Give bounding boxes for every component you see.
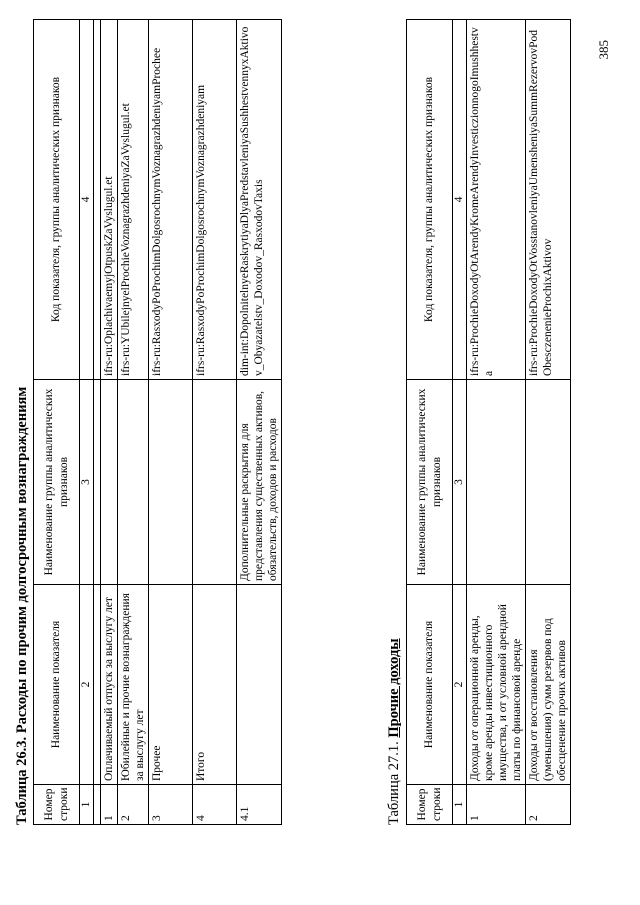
row-number: 1 [100, 785, 117, 825]
row-number: 4.1 [236, 785, 281, 825]
header-code: Код показателя, группы аналитических признаков [407, 20, 453, 380]
table-row [236, 20, 281, 825]
row-number: 2 [525, 785, 570, 825]
row-analytic-group [100, 380, 117, 585]
header-analytic-group-name: Наименование группы аналитических признаков [34, 380, 80, 585]
column-number: 1 [453, 785, 467, 825]
column-number: 1 [80, 785, 94, 825]
header-line-number: Номер строки [34, 785, 80, 825]
header-indicator-name: Наименование показателя [407, 585, 453, 785]
table-row-spacer [93, 20, 100, 825]
row-indicator-name [236, 585, 281, 785]
column-number: 2 [453, 585, 467, 785]
table-row [117, 20, 148, 825]
header-analytic-group-name: Наименование группы аналитических признаков [407, 380, 453, 585]
table-b [406, 19, 571, 825]
column-number: 4 [80, 20, 94, 380]
table-a [33, 19, 282, 825]
row-analytic-group: Дополнительные раскрытия для представления существенных активов, обязательств, доходов и расходов [236, 380, 281, 585]
row-analytic-group [525, 380, 570, 585]
row-indicator-name: Доходы от операционной аренды, кроме аренды инвестиционного имущества, и от условной арендной платы по финансовой аренде [466, 585, 525, 785]
page-number: 385 [596, 40, 611, 60]
row-code: ifrs-ru:RasxodyPoProchimDolgosrochnymVoznagrazhdeniyam [192, 20, 236, 380]
table-b-title-prefix: Таблица 27.1. [386, 741, 402, 825]
row-number: 3 [148, 785, 192, 825]
row-code: ifrs-ru:ProchieDoxodyOtArendyKromeArendyInvesticzionnogoImushhestva [466, 20, 525, 380]
row-indicator-name: Доходы от восстановления (уменьшения) сумм резервов под обесценение прочих активов [525, 585, 570, 785]
table-row [100, 20, 117, 825]
row-code: ifrs-ru:OplachivaemyjOtpuskZaVyslugul.et [100, 20, 117, 380]
row-indicator-name: Прочее [148, 585, 192, 785]
table-row [192, 20, 236, 825]
column-number: 3 [453, 380, 467, 585]
row-code: ifrs-ru:RasxodyPoProchimDolgosrochnymVoznagrazhdeniyamProchee [148, 20, 192, 380]
table-row [466, 20, 525, 825]
column-number: 3 [80, 380, 94, 585]
table-row [148, 20, 192, 825]
column-number: 4 [453, 20, 467, 380]
table-b-title-text: Прочие доходы [386, 638, 402, 738]
header-indicator-name: Наименование показателя [34, 585, 80, 785]
row-indicator-name: Итого [192, 585, 236, 785]
row-analytic-group [117, 380, 148, 585]
row-analytic-group [148, 380, 192, 585]
row-code: ifrs-ru:YUbilejnyelProchieVoznagrazhdeniyaZaVyslugul.et [117, 20, 148, 380]
row-code: ifrs-ru:ProchieDoxodyOtVosstanovleniyaUmensheniyaSummRezervovPodObesczenenieProchixAktivov [525, 20, 570, 380]
table-a-title: Таблица 26.3. Расходы по прочим долгосрочным вознаграждениям [14, 386, 30, 825]
row-indicator-name: Оплачиваемый отпуск за выслугу лет [100, 585, 117, 785]
row-number: 4 [192, 785, 236, 825]
row-indicator-name: Юбилейные и прочие вознаграждения за выслугу лет [117, 585, 148, 785]
header-code: Код показателя, группы аналитических признаков [34, 20, 80, 380]
row-analytic-group [192, 380, 236, 585]
row-analytic-group [466, 380, 525, 585]
column-number: 2 [80, 585, 94, 785]
row-number: 1 [466, 785, 525, 825]
table-b-title [386, 638, 403, 825]
table-row [525, 20, 570, 825]
row-number: 2 [117, 785, 148, 825]
row-code: dim-int:DopolnitelnyeRaskrytiyaDlyaPredstavleniyaSushhestvennyxAktivov_Obyazatelstv_Doxodov_RasxodovTaxis [236, 20, 281, 380]
header-line-number: Номер строки [407, 785, 453, 825]
